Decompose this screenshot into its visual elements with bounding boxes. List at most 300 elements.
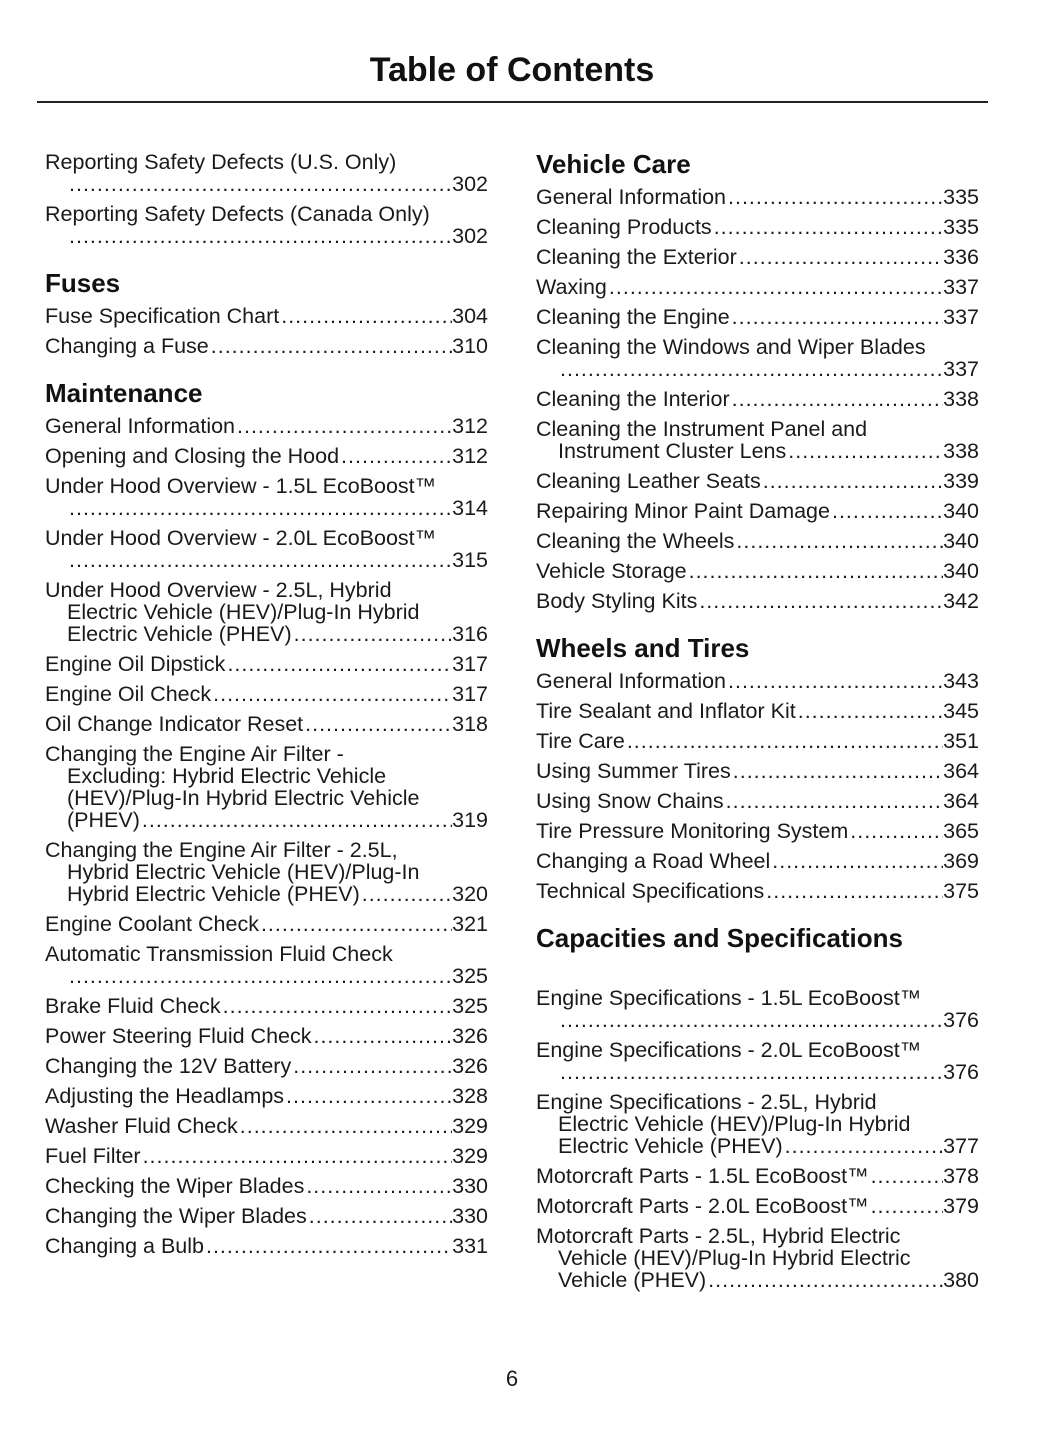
toc-entry[interactable] — [45, 203, 488, 247]
dot-leader — [730, 306, 943, 328]
dot-leader — [238, 1115, 452, 1137]
toc-entry-line — [536, 336, 979, 358]
toc-entry-line — [536, 530, 979, 552]
toc-entry-title: Body Styling Kits — [536, 589, 698, 613]
toc-page-number[interactable]: 343 — [943, 669, 979, 693]
toc-entry-title: Under Hood Overview - 2.5L, Hybrid — [45, 578, 392, 602]
toc-page-number[interactable]: 325 — [452, 964, 488, 988]
toc-page-number[interactable]: 340 — [943, 529, 979, 553]
dot-leader — [291, 1055, 452, 1077]
toc-entry-line — [45, 173, 488, 195]
dot-leader — [235, 415, 452, 437]
toc-page-number[interactable]: 329 — [452, 1144, 488, 1168]
toc-entry-line — [45, 765, 488, 787]
toc-entry[interactable] — [45, 713, 488, 735]
dot-leader — [67, 173, 452, 195]
toc-entry-line — [45, 415, 488, 437]
toc-entry-line — [45, 203, 488, 225]
toc-entry-title: Motorcraft Parts - 2.0L EcoBoost™ — [536, 1194, 869, 1218]
toc-entry[interactable] — [45, 683, 488, 705]
toc-page-number[interactable]: 339 — [943, 469, 979, 493]
toc-entry-line — [536, 1247, 979, 1269]
toc-entry[interactable] — [536, 820, 979, 842]
toc-entry-title: Engine Specifications - 2.5L, Hybrid — [536, 1090, 877, 1114]
toc-page-number[interactable]: 342 — [943, 589, 979, 613]
toc-entry[interactable] — [536, 336, 979, 380]
toc-entry-title: Automatic Transmission Fluid Check — [45, 942, 393, 966]
toc-entry-line — [536, 590, 979, 612]
toc-entry-title: Repairing Minor Paint Damage — [536, 499, 830, 523]
toc-entry-line — [536, 306, 979, 328]
toc-entry[interactable] — [536, 560, 979, 582]
toc-entry[interactable] — [536, 530, 979, 552]
toc-entry-line — [45, 579, 488, 601]
toc-entry-line — [45, 683, 488, 705]
toc-entry[interactable] — [45, 445, 488, 467]
section-heading: Maintenance — [45, 378, 203, 408]
toc-entry-title: Motorcraft Parts - 1.5L EcoBoost™ — [536, 1164, 869, 1188]
dot-leader — [830, 500, 943, 522]
dot-leader — [625, 730, 943, 752]
toc-entry[interactable] — [536, 276, 979, 298]
toc-entry-line — [536, 560, 979, 582]
toc-entry-line — [536, 670, 979, 692]
dot-leader — [360, 883, 452, 905]
toc-page-number[interactable]: 329 — [452, 1114, 488, 1138]
dot-leader — [770, 850, 943, 872]
toc-entry-title: Engine Coolant Check — [45, 912, 259, 936]
toc-entry[interactable] — [536, 880, 979, 902]
toc-entry-line — [45, 335, 488, 357]
toc-entry[interactable] — [45, 995, 488, 1017]
toc-entry-line — [536, 987, 979, 1009]
toc-entry[interactable] — [45, 305, 488, 327]
toc-entry-title: Changing the Wiper Blades — [45, 1204, 307, 1228]
toc-page-number[interactable]: 310 — [452, 334, 488, 358]
toc-entry-line — [536, 186, 979, 208]
dot-leader — [697, 590, 943, 612]
toc-entry[interactable] — [45, 415, 488, 437]
toc-entry-title: Checking the Wiper Blades — [45, 1174, 305, 1198]
toc-entry-line — [45, 305, 488, 327]
toc-page-number[interactable]: 321 — [452, 912, 488, 936]
dot-leader — [67, 225, 452, 247]
dot-leader — [259, 913, 452, 935]
toc-page-number[interactable]: 330 — [452, 1204, 488, 1228]
dot-leader — [558, 1061, 943, 1083]
toc-entry-line — [536, 700, 979, 722]
toc-entry-title: Vehicle Storage — [536, 559, 687, 583]
toc-page-number[interactable]: 336 — [943, 245, 979, 269]
toc-entry-line — [45, 743, 488, 765]
dot-leader — [304, 1175, 452, 1197]
toc-entry-title: Cleaning Leather Seats — [536, 469, 761, 493]
toc-entry-title: Using Snow Chains — [536, 789, 724, 813]
page-number: 6 — [505, 1366, 519, 1391]
toc-entry-line — [45, 225, 488, 247]
toc-page-number[interactable]: 330 — [452, 1174, 488, 1198]
dot-leader — [737, 246, 943, 268]
toc-entry-line — [45, 1055, 488, 1077]
dot-leader — [726, 670, 943, 692]
toc-entry-title: Engine Oil Check — [45, 682, 212, 706]
toc-entry[interactable] — [536, 987, 979, 1031]
toc-entry-line — [45, 1145, 488, 1167]
dot-leader — [67, 497, 452, 519]
toc-entry-title: Technical Specifications — [536, 879, 765, 903]
toc-entry-title: Fuse Specification Chart — [45, 304, 280, 328]
toc-entry[interactable] — [536, 760, 979, 782]
toc-entry-title: Changing the Engine Air Filter - 2.5L, — [45, 838, 398, 862]
toc-entry[interactable] — [536, 418, 979, 462]
toc-page-number[interactable]: 326 — [452, 1054, 488, 1078]
toc-page-number[interactable]: 377 — [943, 1134, 979, 1158]
toc-page-number[interactable]: 351 — [943, 729, 979, 753]
toc-entry-line — [45, 861, 488, 883]
toc-entry-title: Waxing — [536, 275, 607, 299]
toc-page-number[interactable]: 379 — [943, 1194, 979, 1218]
dot-leader — [311, 1025, 452, 1047]
toc-entry-title: Fuel Filter — [45, 1144, 141, 1168]
dot-leader — [307, 1205, 452, 1227]
toc-entry-title: Cleaning the Interior — [536, 387, 730, 411]
toc-entry-title: Engine Oil Dipstick — [45, 652, 226, 676]
toc-entry-title: Cleaning the Instrument Panel and — [536, 417, 868, 441]
toc-page-number[interactable]: 317 — [452, 652, 488, 676]
toc-entry-line — [536, 1091, 979, 1113]
section-heading: Wheels and Tires — [536, 633, 750, 663]
toc-entry-line — [45, 809, 488, 831]
dot-leader — [869, 1165, 944, 1187]
toc-entry-line — [45, 1025, 488, 1047]
toc-entry[interactable] — [536, 790, 979, 812]
toc-entry-line — [45, 445, 488, 467]
toc-page-number[interactable]: 364 — [943, 759, 979, 783]
dot-leader — [140, 809, 452, 831]
toc-page-number[interactable]: 304 — [452, 304, 488, 328]
toc-entry-title: Tire Pressure Monitoring System — [536, 819, 849, 843]
dot-leader — [687, 560, 944, 582]
toc-entry-title: (HEV)/Plug-In Hybrid Electric Vehicle — [67, 786, 420, 810]
toc-entry-title: Tire Care — [536, 729, 625, 753]
toc-entry-line — [45, 787, 488, 809]
toc-entry-line — [536, 1195, 979, 1217]
toc-entry-title: General Information — [536, 185, 727, 209]
toc-entry[interactable] — [536, 700, 979, 722]
toc-entry[interactable] — [536, 1091, 979, 1157]
toc-entry-line — [45, 151, 488, 173]
toc-entry-line — [536, 216, 979, 238]
dot-leader — [67, 549, 452, 571]
toc-entry-title: Changing the 12V Battery — [45, 1054, 292, 1078]
dot-leader — [279, 305, 452, 327]
dot-leader — [225, 653, 452, 675]
toc-entry[interactable] — [536, 670, 979, 692]
toc-entry-line — [536, 1061, 979, 1083]
dot-leader — [141, 1145, 453, 1167]
toc-entry-line — [536, 358, 979, 380]
toc-entry-line — [536, 880, 979, 902]
toc-page-number[interactable]: 312 — [452, 444, 488, 468]
toc-entry-title: Changing the Engine Air Filter - — [45, 742, 344, 766]
toc-page-number[interactable]: 312 — [452, 414, 488, 438]
toc-entry-title: Excluding: Hybrid Electric Vehicle — [67, 764, 387, 788]
toc-page-number[interactable]: 340 — [943, 499, 979, 523]
toc-page-number[interactable]: 335 — [943, 215, 979, 239]
toc-entry-title: Changing a Fuse — [45, 334, 209, 358]
toc-entry-title: Motorcraft Parts - 2.5L, Hybrid Electric — [536, 1224, 901, 1248]
dot-leader — [796, 700, 943, 722]
toc-entry-line — [45, 965, 488, 987]
dot-leader — [712, 216, 943, 238]
dot-leader — [706, 1269, 943, 1291]
toc-entry[interactable] — [45, 1175, 488, 1197]
toc-entry[interactable] — [45, 1025, 488, 1047]
dot-leader — [339, 445, 452, 467]
toc-entry[interactable] — [45, 1145, 488, 1167]
toc-page-number[interactable]: 302 — [452, 224, 488, 248]
page-title: Table of Contents — [369, 51, 655, 89]
toc-page-number[interactable]: 335 — [943, 185, 979, 209]
toc-entry-line — [536, 1165, 979, 1187]
toc-entry-line — [45, 1115, 488, 1137]
toc-entry-title: Cleaning the Engine — [536, 305, 730, 329]
toc-page-number[interactable]: 316 — [452, 622, 488, 646]
toc-entry-title: Changing a Road Wheel — [536, 849, 771, 873]
toc-entry-title: Cleaning Products — [536, 215, 712, 239]
toc-entry-line — [45, 623, 488, 645]
toc-entry-line — [536, 1039, 979, 1061]
toc-entry[interactable] — [536, 216, 979, 238]
toc-entry-line — [45, 839, 488, 861]
dot-leader — [730, 388, 944, 410]
toc-entry-line — [536, 1113, 979, 1135]
toc-entry-line — [45, 913, 488, 935]
toc-entry-title: Engine Specifications - 1.5L EcoBoost™ — [536, 986, 922, 1010]
toc-entry[interactable] — [45, 475, 488, 519]
toc-entry-title: Power Steering Fluid Check — [45, 1024, 312, 1048]
toc-entry-line — [45, 995, 488, 1017]
toc-entry-title: Vehicle (HEV)/Plug-In Hybrid Electric — [558, 1246, 911, 1270]
toc-entry-line — [45, 653, 488, 675]
toc-entry-title: Under Hood Overview - 2.0L EcoBoost™ — [45, 526, 437, 550]
toc-entry[interactable] — [536, 1195, 979, 1217]
toc-page-number[interactable]: 365 — [943, 819, 979, 843]
toc-entry-line — [45, 883, 488, 905]
dot-leader — [221, 995, 452, 1017]
toc-entry[interactable] — [45, 839, 488, 905]
dot-leader — [558, 358, 943, 380]
toc-right-column — [536, 149, 979, 1299]
toc-entry[interactable] — [536, 1039, 979, 1083]
dot-leader — [731, 760, 943, 782]
toc-page-number[interactable]: 326 — [452, 1024, 488, 1048]
toc-page-number[interactable]: 376 — [943, 1060, 979, 1084]
toc-entry-title: (PHEV) — [67, 808, 140, 832]
toc-entry[interactable] — [536, 388, 979, 410]
toc-entry-line — [536, 1225, 979, 1247]
toc-entry-line — [45, 1205, 488, 1227]
toc-entry[interactable] — [45, 653, 488, 675]
toc-entry[interactable] — [536, 1225, 979, 1291]
toc-entry-title: Tire Sealant and Inflator Kit — [536, 699, 796, 723]
toc-entry[interactable] — [536, 186, 979, 208]
dot-leader — [848, 820, 943, 842]
toc-page-number[interactable]: 325 — [452, 994, 488, 1018]
toc-page-number[interactable]: 328 — [452, 1084, 488, 1108]
toc-entry-line — [536, 276, 979, 298]
toc-entry-title: Opening and Closing the Hood — [45, 444, 340, 468]
toc-page-number[interactable]: 337 — [943, 305, 979, 329]
toc-entry-line — [536, 418, 979, 440]
toc-entry[interactable] — [45, 1205, 488, 1227]
toc-page-number[interactable]: 369 — [943, 849, 979, 873]
toc-entry-line — [536, 1135, 979, 1157]
toc-entry[interactable] — [45, 527, 488, 571]
toc-entry-line — [536, 820, 979, 842]
dot-leader — [204, 1235, 452, 1257]
toc-entry-title: Adjusting the Headlamps — [45, 1084, 285, 1108]
dot-leader — [734, 530, 943, 552]
toc-entry-line — [536, 500, 979, 522]
toc-entry-title: Electric Vehicle (PHEV) — [67, 622, 292, 646]
toc-page-number[interactable]: 331 — [452, 1234, 488, 1258]
dot-leader — [607, 276, 943, 298]
toc-entry-title: Brake Fluid Check — [45, 994, 221, 1018]
toc-entry-line — [45, 497, 488, 519]
toc-page-number[interactable]: 345 — [943, 699, 979, 723]
toc-entry[interactable] — [536, 590, 979, 612]
title-divider — [37, 101, 988, 103]
toc-page-number[interactable]: 314 — [452, 496, 488, 520]
toc-entry-title: Cleaning the Exterior — [536, 245, 737, 269]
toc-entry[interactable] — [536, 1165, 979, 1187]
toc-entry[interactable] — [536, 500, 979, 522]
toc-entry[interactable] — [536, 306, 979, 328]
dot-leader — [211, 683, 452, 705]
toc-entry-line — [536, 1269, 979, 1291]
toc-entry-title: Engine Specifications - 2.0L EcoBoost™ — [536, 1038, 922, 1062]
toc-entry[interactable] — [45, 579, 488, 645]
toc-entry-title: Oil Change Indicator Reset — [45, 712, 304, 736]
toc-entry-line — [536, 790, 979, 812]
toc-entry-title: Vehicle (PHEV) — [558, 1268, 707, 1292]
toc-entry[interactable] — [45, 943, 488, 987]
toc-entry-title: Hybrid Electric Vehicle (PHEV) — [67, 882, 360, 906]
toc-page-number[interactable]: 319 — [452, 808, 488, 832]
toc-entry-line — [45, 601, 488, 623]
section-heading: Fuses — [45, 268, 121, 298]
dot-leader — [209, 335, 452, 357]
toc-entry[interactable] — [45, 335, 488, 357]
toc-entry-title: Under Hood Overview - 1.5L EcoBoost™ — [45, 474, 437, 498]
dot-leader — [726, 186, 943, 208]
toc-entry-title: Reporting Safety Defects (U.S. Only) — [45, 150, 397, 174]
toc-page-number[interactable]: 338 — [943, 439, 979, 463]
toc-entry-line — [45, 1235, 488, 1257]
toc-entry-title: Cleaning the Windows and Wiper Blades — [536, 335, 926, 359]
dot-leader — [764, 880, 943, 902]
toc-entry-line — [536, 388, 979, 410]
toc-entry[interactable] — [45, 1235, 488, 1257]
dot-leader — [284, 1085, 452, 1107]
toc-entry-title: Electric Vehicle (PHEV) — [558, 1134, 783, 1158]
toc-page-number[interactable]: 338 — [943, 387, 979, 411]
toc-page-number[interactable]: 380 — [943, 1268, 979, 1292]
toc-entry-title: General Information — [536, 669, 727, 693]
toc-entry-title: Reporting Safety Defects (Canada Only) — [45, 202, 430, 226]
toc-entry[interactable] — [45, 1085, 488, 1107]
toc-entry-line — [45, 713, 488, 735]
toc-entry-title: Changing a Bulb — [45, 1234, 204, 1258]
toc-entry-line — [45, 475, 488, 497]
dot-leader — [303, 713, 452, 735]
dot-leader — [761, 470, 943, 492]
toc-entry-title: General Information — [45, 414, 236, 438]
toc-entry-title: Hybrid Electric Vehicle (HEV)/Plug-In — [67, 860, 420, 884]
toc-entry-line — [536, 440, 979, 462]
toc-entry[interactable] — [536, 850, 979, 872]
dot-leader — [292, 623, 452, 645]
toc-page-number[interactable]: 337 — [943, 275, 979, 299]
toc-entry-line — [536, 850, 979, 872]
section-heading: Vehicle Care — [536, 149, 691, 179]
toc-page-number[interactable]: 340 — [943, 559, 979, 583]
toc-page-number[interactable]: 320 — [452, 882, 488, 906]
toc-entry[interactable] — [45, 743, 488, 831]
toc-entry-title: Electric Vehicle (HEV)/Plug-In Hybrid — [558, 1112, 911, 1136]
toc-page-number[interactable]: 318 — [452, 712, 488, 736]
dot-leader — [724, 790, 944, 812]
toc-entry[interactable] — [45, 1115, 488, 1137]
toc-entry-line — [536, 246, 979, 268]
toc-entry-title: Instrument Cluster Lens — [558, 439, 787, 463]
dot-leader — [786, 440, 943, 462]
toc-entry-title: Electric Vehicle (HEV)/Plug-In Hybrid — [67, 600, 420, 624]
section-heading: Capacities and Specifications — [536, 923, 904, 953]
toc-entry[interactable] — [45, 913, 488, 935]
toc-entry-line — [536, 760, 979, 782]
toc-entry[interactable] — [45, 1055, 488, 1077]
toc-page-number[interactable]: 337 — [943, 357, 979, 381]
toc-entry-title: Using Summer Tires — [536, 759, 731, 783]
toc-entry[interactable] — [536, 730, 979, 752]
toc-entry[interactable] — [536, 246, 979, 268]
toc-entry-line — [45, 527, 488, 549]
toc-page-number[interactable]: 364 — [943, 789, 979, 813]
dot-leader — [869, 1195, 944, 1217]
toc-page-number[interactable]: 315 — [452, 548, 488, 572]
toc-entry-line — [45, 943, 488, 965]
toc-entry-line — [536, 470, 979, 492]
toc-entry-title: Washer Fluid Check — [45, 1114, 238, 1138]
toc-page-number[interactable]: 302 — [452, 172, 488, 196]
toc-page-number[interactable]: 378 — [943, 1164, 979, 1188]
dot-leader — [67, 965, 452, 987]
toc-page-number[interactable]: 375 — [943, 879, 979, 903]
toc-entry-line — [45, 1175, 488, 1197]
toc-entry-line — [536, 1009, 979, 1031]
toc-entry[interactable] — [45, 151, 488, 195]
toc-entry-line — [45, 549, 488, 571]
toc-entry[interactable] — [536, 470, 979, 492]
toc-entry-line — [536, 730, 979, 752]
dot-leader — [783, 1135, 943, 1157]
toc-page-number[interactable]: 317 — [452, 682, 488, 706]
toc-left-column — [45, 151, 488, 1265]
toc-entry-line — [45, 1085, 488, 1107]
toc-page-number[interactable]: 376 — [943, 1008, 979, 1032]
